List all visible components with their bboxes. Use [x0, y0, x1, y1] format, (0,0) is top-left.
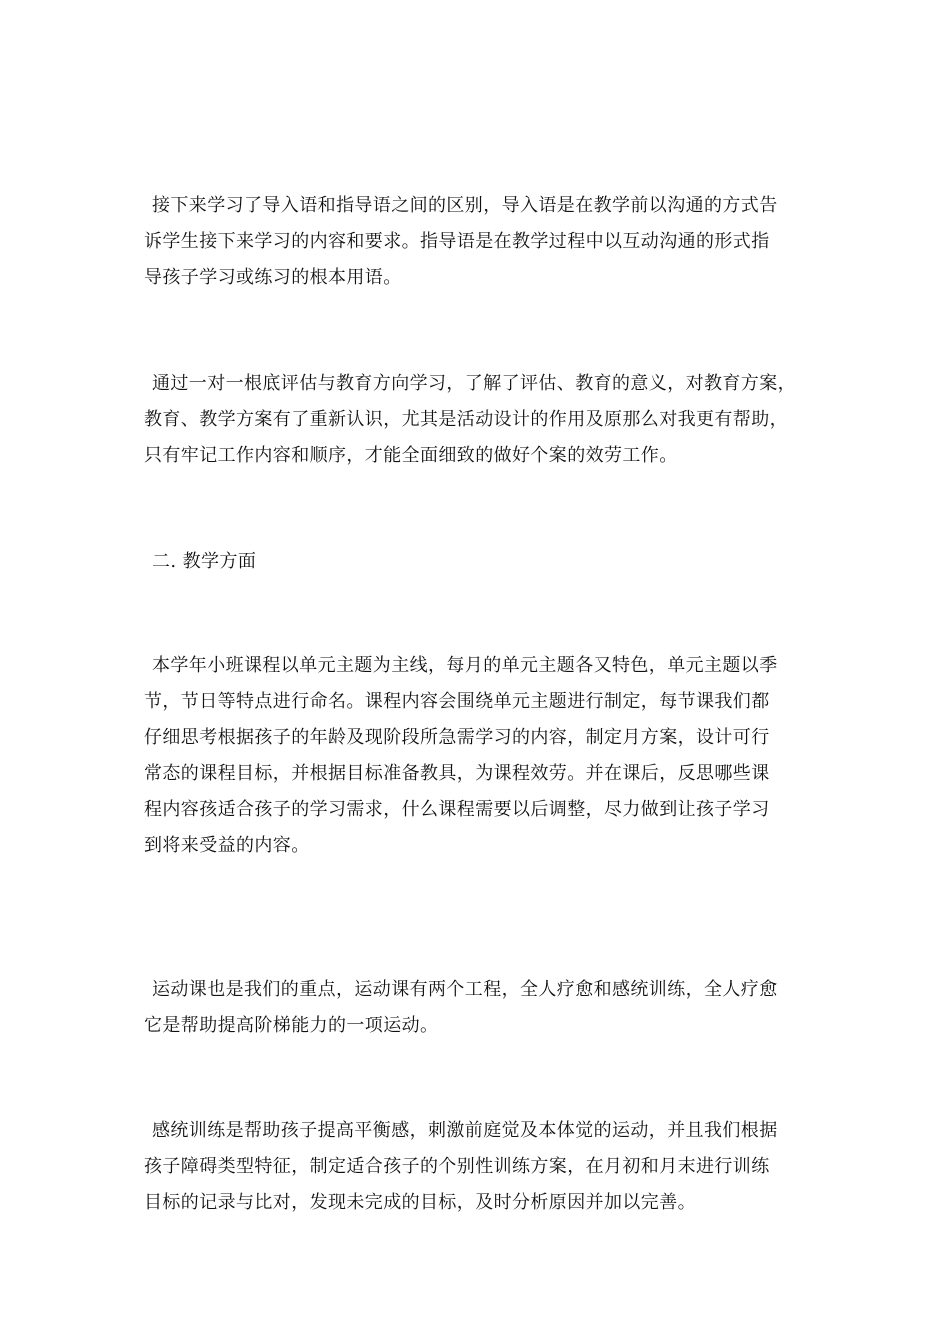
paragraph-course-planning — [144, 648, 834, 864]
paragraph-sensory-training — [144, 1113, 834, 1221]
text-line: 孩子障碍类型特征，制定适合孩子的个别性训练方案，在月初和月末进行训练 — [144, 1156, 770, 1177]
text-line: 程内容孩适合孩子的学习需求，什么课程需要以后调整，尽力做到让孩子学习 — [144, 799, 770, 820]
text-line: 仔细思考根据孩子的年龄及现阶段所急需学习的内容，制定月方案，设计可行 — [144, 727, 770, 748]
text-line: 本学年小班课程以单元主题为主线，每月的单元主题各又特色，单元主题以季 — [152, 655, 778, 676]
text-line: 运动课也是我们的重点，运动课有两个工程，全人疗愈和感统训练，全人疗愈 — [152, 979, 778, 1000]
text-line: 只有牢记工作内容和顺序，才能全面细致的做好个案的效劳工作。 — [144, 445, 678, 466]
section-heading-text: 二. 教学方面 — [152, 551, 257, 572]
text-line: 感统训练是帮助孩子提高平衡感，刺激前庭觉及本体觉的运动，并且我们根据 — [152, 1120, 778, 1141]
text-line: 接下来学习了导入语和指导语之间的区别，导入语是在教学前以沟通的方式告 — [152, 195, 778, 216]
paragraph-sports-class — [144, 972, 834, 1044]
text-line: 常态的课程目标，并根据目标准备教具，为课程效劳。并在课后，反思哪些课 — [144, 763, 770, 784]
text-line: 目标的记录与比对，发现未完成的目标，及时分析原因并加以完善。 — [144, 1192, 696, 1213]
text-line: 导孩子学习或练习的根本用语。 — [144, 267, 402, 288]
text-line: 到将来受益的内容。 — [144, 835, 310, 856]
text-line: 教育、教学方案有了重新认识，尤其是活动设计的作用及原那么对我更有帮助， — [144, 409, 788, 430]
paragraph-intro-guide-language — [144, 188, 834, 296]
paragraph-assessment-learning — [144, 366, 834, 474]
text-line: 节，节日等特点进行命名。课程内容会围绕单元主题进行制定，每节课我们都 — [144, 691, 770, 712]
text-line: 它是帮助提高阶梯能力的一项运动。 — [144, 1015, 439, 1036]
section-heading-teaching — [144, 544, 834, 580]
text-line: 诉学生接下来学习的内容和要求。指导语是在教学过程中以互动沟通的形式指 — [144, 231, 770, 252]
text-line: 通过一对一根底评估与教育方向学习，了解了评估、教育的意义，对教育方案， — [152, 373, 796, 394]
